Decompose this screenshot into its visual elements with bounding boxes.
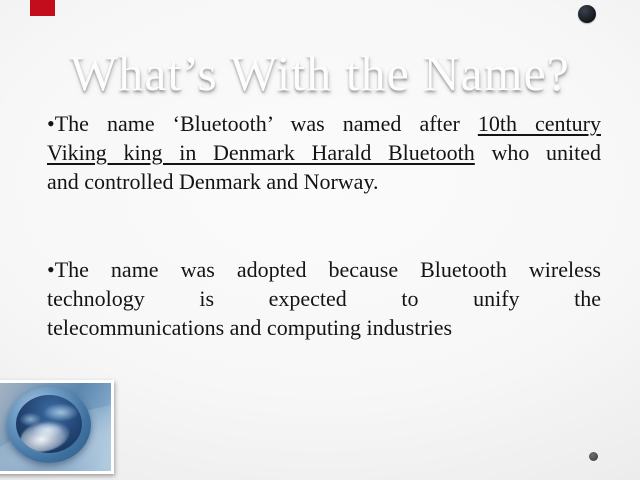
slide-title: What’s With the Name?: [70, 45, 570, 101]
slide-body: [47, 109, 601, 342]
text-line: •The name was adopted because Bluetooth wireless: [47, 257, 601, 282]
text-line: [47, 138, 601, 167]
text-line: [47, 109, 601, 138]
underlined-text: Viking king in Denmark Harald Bluetooth: [47, 140, 475, 165]
text-line: and controlled Denmark and Norway.: [47, 169, 379, 194]
bullet-paragraph-2: [47, 255, 601, 342]
underlined-text: 10th century: [477, 111, 601, 136]
red-square-decoration: [30, 0, 55, 16]
globe-icon: [7, 387, 91, 463]
globe-sphere: [16, 395, 82, 453]
text-segment: who united: [474, 140, 601, 165]
bullet-paragraph-1: [47, 109, 601, 196]
gray-dot-decoration: [589, 452, 598, 461]
text-segment: •The name ‘Bluetooth’ was named after: [47, 111, 478, 136]
globe-picture-frame: [0, 380, 114, 474]
text-line: telecommunications and computing industries: [47, 315, 453, 340]
globe-picture: [0, 383, 111, 471]
dark-circle-decoration: [578, 5, 596, 23]
text-line: technology is expected to unify the: [47, 286, 601, 311]
